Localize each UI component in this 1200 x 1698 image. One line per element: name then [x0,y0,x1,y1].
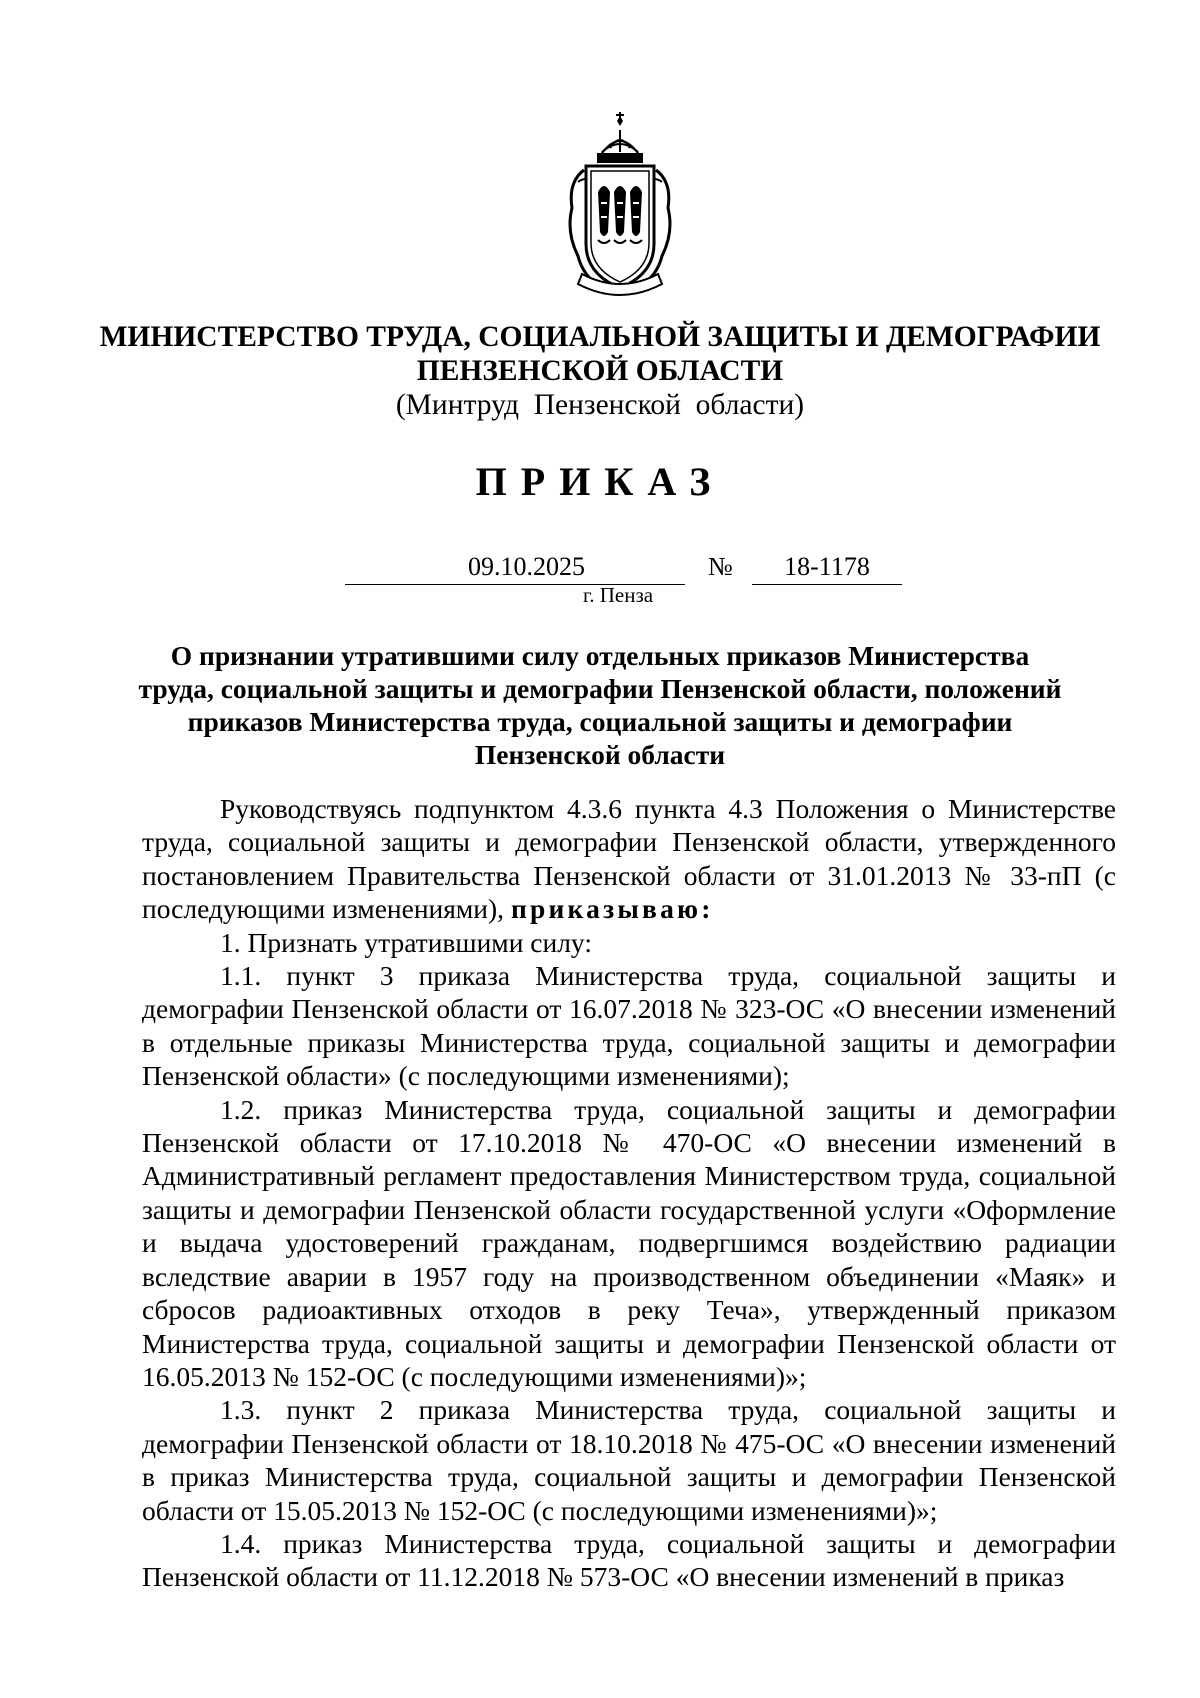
paragraph-1-4: 1.4. приказ Министерства труда, социальной защиты и демографии Пензенской области от 11.12.2018 № 573-ОС «О внесении изменений в приказ [142,1527,1116,1593]
paragraph-1-3: 1.3. пункт 2 приказа Министерства труда, социальной защиты и демографии Пензенской области от 18.10.2018 № 475-ОС «О внесении изменений в приказ Министерства труда, социальной защиты и демографии Пензенской области от 15.05.2013 № 152-ОС (с последующими изменениями)»; [142,1394,1116,1526]
paragraph-1: 1. Признать утратившими силу: [220,926,592,958]
order-title-line1: О признании утратившими силу отдельных приказов Министерства [170,640,1030,671]
order-title-line2: труда, социальной защиты и демографии Пензенской области, положений [138,673,1062,704]
paragraph-1-1: 1.1. пункт 3 приказа Министерства труда, социальной защиты и демографии Пензенской области от 16.07.2018 № 323-ОС «О внесении изменений в отдельные приказы Министерства труда, социальной защиты и демографии Пензенской области» (с последующими изменениями); [142,960,1116,1092]
ministry-short-name: (Минтруд Пензенской области) [395,389,805,421]
ministry-name-line2: ПЕНЗЕНСКОЙ ОБЛАСТИ [416,355,784,387]
document-type-heading: ПРИКАЗ [475,459,725,504]
order-number: 18-1178 [752,550,902,585]
ministry-name-line1: МИНИСТЕРСТВО ТРУДА, СОЦИАЛЬНОЙ ЗАЩИТЫ И ДЕМОГРАФИИ [99,321,1101,353]
coat-of-arms-penza-icon [564,112,676,298]
order-title-line4: Пензенской области [474,739,726,770]
order-word: приказываю: [510,893,714,925]
order-date: 09.10.2025 [468,552,585,581]
order-title-line3: приказов Министерства труда, социальной защиты и демографии [187,706,1013,737]
preamble-text: Руководствуясь подпунктом 4.3.6 пункта 4.3 Положения о Министерстве труда, социальной защиты и демографии Пензенской области, утвержденного постановлением Правительства Пензенской области от 31.01.2013 № 33-пП (с последующими изменениями), [142,793,1116,925]
number-sign: № [708,552,733,581]
order-date-field [345,550,685,585]
order-body [142,792,1116,1594]
preamble-paragraph [142,792,1116,926]
paragraph-1-2: 1.2. приказ Министерства труда, социальной защиты и демографии Пензенской области от 17.10.2018 № 470-ОС «О внесении изменений в Административный регламент предоставления Министерством труда, социальной защиты и демографии Пензенской области государственной услуги «Оформление и выдача удостоверений гражданам, подвергшимся воздействию радиации вследствие аварии в 1957 году на производственном объединении «Маяк» и сбросов радиоактивных отходов в реку Теча», утвержденный приказом Министерства труда, социальной защиты и демографии Пензенской области от 16.05.2013 № 152-ОС (с последующими изменениями)»; [142,1093,1116,1392]
order-city: г. Пенза [583,583,654,607]
